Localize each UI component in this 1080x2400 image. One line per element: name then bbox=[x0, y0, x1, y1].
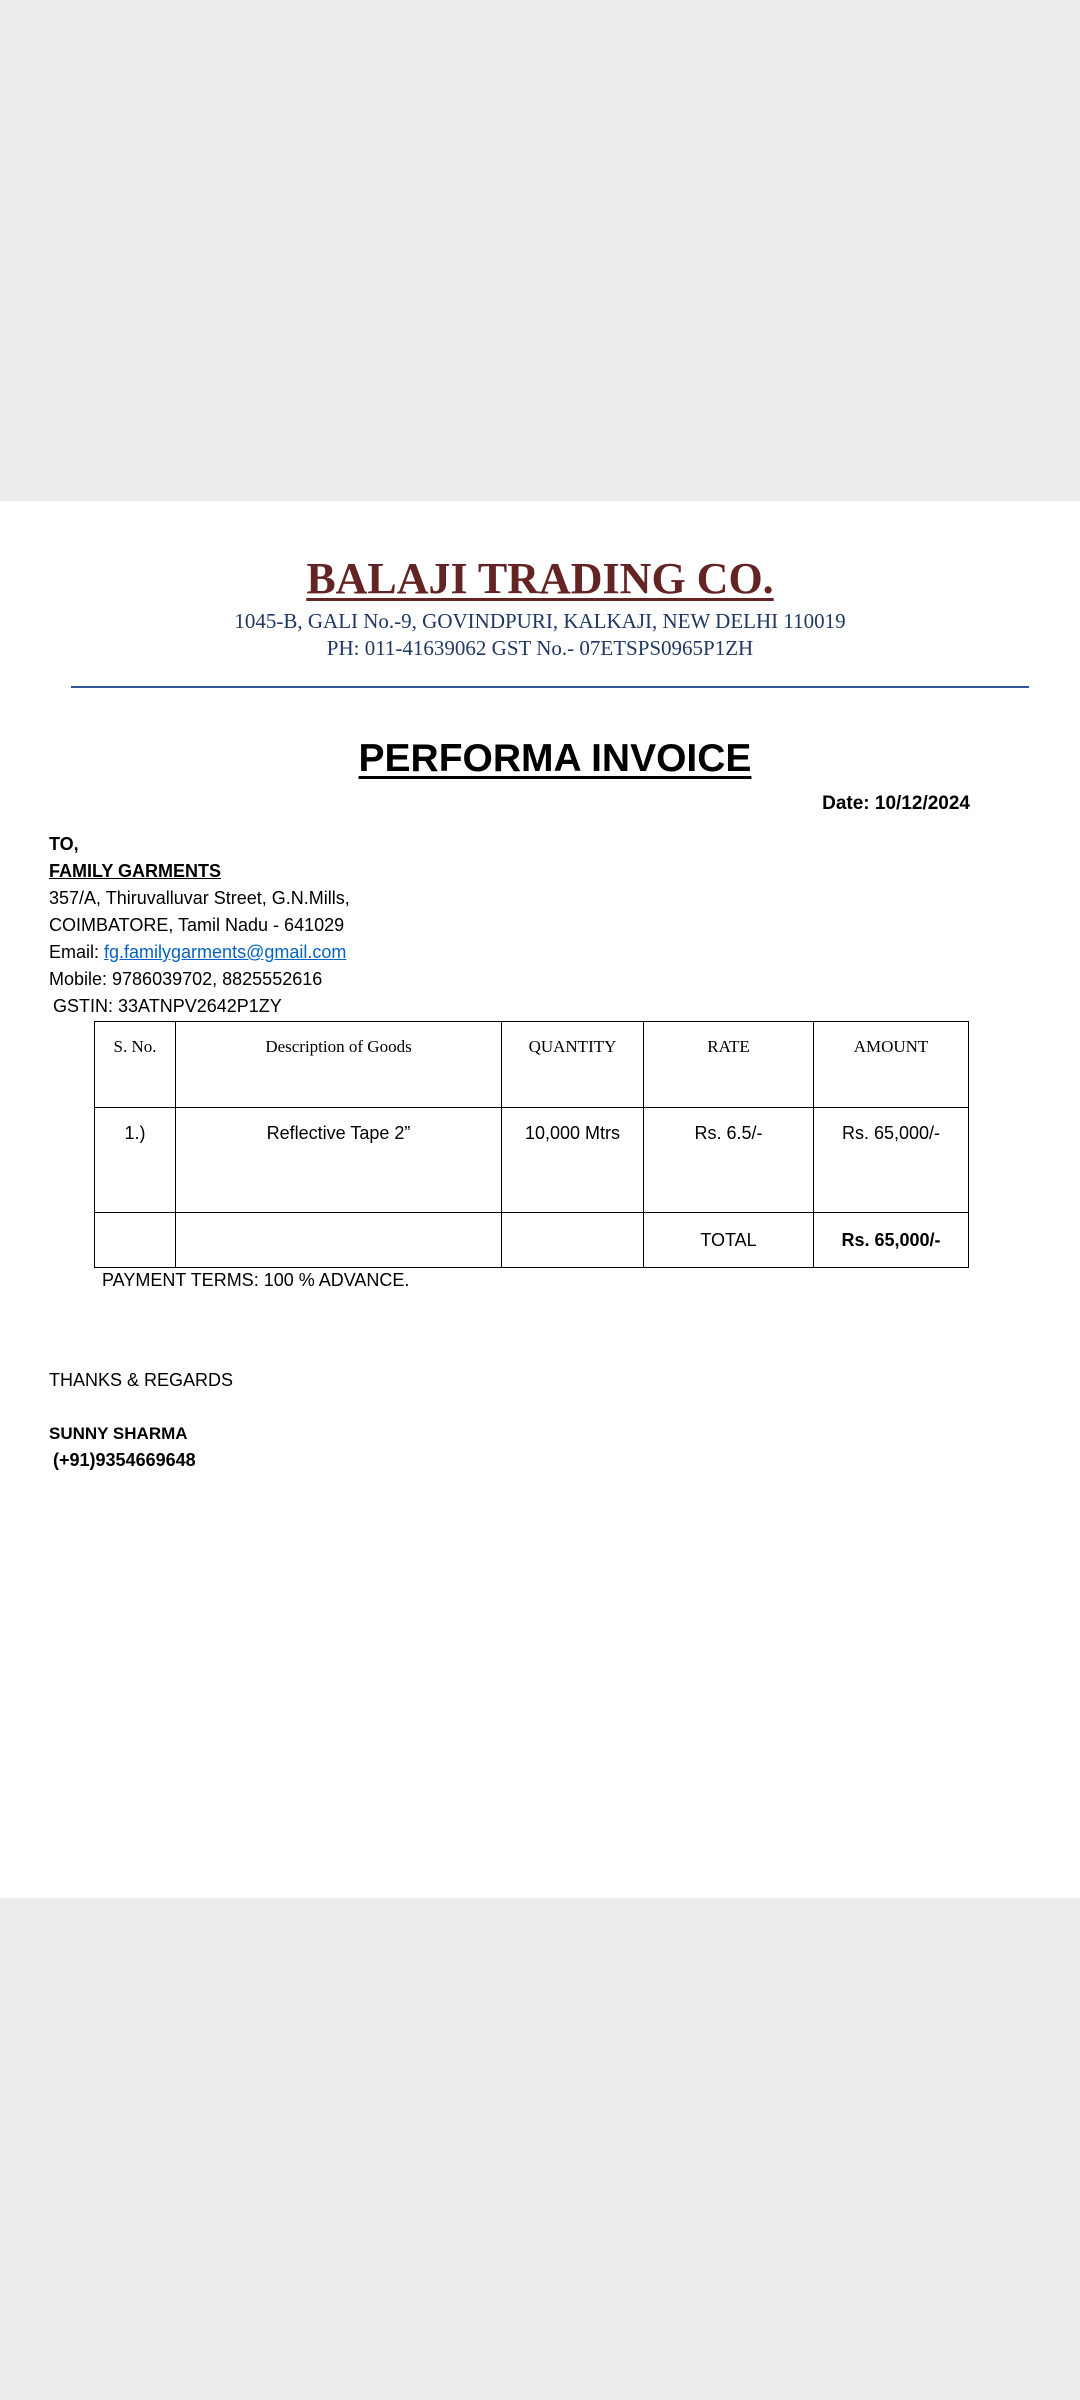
payment-terms: PAYMENT TERMS: 100 % ADVANCE. bbox=[102, 1270, 410, 1290]
goods-table bbox=[94, 1021, 969, 1268]
email-label: Email: bbox=[49, 942, 105, 962]
buyer-gstin: GSTIN: 33ATNPV2642P1ZY bbox=[53, 996, 282, 1016]
header-sno: S. No. bbox=[95, 1022, 176, 1108]
buyer-mobile: Mobile: 9786039702, 8825552616 bbox=[49, 969, 323, 989]
total-label: TOTAL bbox=[644, 1213, 814, 1268]
header-amount: AMOUNT bbox=[814, 1022, 969, 1108]
empty-cell bbox=[502, 1213, 644, 1268]
signatory-name: SUNNY SHARMA bbox=[49, 1424, 188, 1443]
to-label: TO, bbox=[49, 834, 79, 854]
signatory-phone: (+91)9354669648 bbox=[53, 1450, 196, 1470]
document-title: PERFORMA INVOICE bbox=[358, 737, 752, 780]
cell-sno: 1.) bbox=[95, 1108, 176, 1213]
table-header-row bbox=[95, 1022, 969, 1108]
email-link[interactable]: fg.familygarments@gmail.com bbox=[104, 942, 347, 962]
buyer-city: COIMBATORE, Tamil Nadu - 641029 bbox=[49, 915, 345, 935]
header-divider bbox=[71, 686, 1029, 688]
cell-quantity: 10,000 Mtrs bbox=[502, 1108, 644, 1213]
company-address: 1045-B, GALI No.-9, GOVINDPURI, KALKAJI, NEW DELHI 110019 bbox=[234, 609, 846, 633]
empty-cell bbox=[176, 1213, 502, 1268]
total-amount: Rs. 65,000/- bbox=[814, 1213, 969, 1268]
total-row bbox=[95, 1213, 969, 1268]
buyer-name: FAMILY GARMENTS bbox=[49, 861, 222, 881]
buyer-email-line bbox=[49, 939, 346, 966]
buyer-street: 357/A, Thiruvalluvar Street, G.N.Mills, bbox=[49, 888, 350, 908]
header-description: Description of Goods bbox=[176, 1022, 502, 1108]
company-phone-gst: PH: 011-41639062 GST No.- 07ETSPS0965P1ZH bbox=[326, 636, 754, 660]
cell-description: Reflective Tape 2” bbox=[176, 1108, 502, 1213]
header-rate: RATE bbox=[644, 1022, 814, 1108]
company-name: BALAJI TRADING CO. bbox=[306, 554, 774, 603]
header-quantity: QUANTITY bbox=[502, 1022, 644, 1108]
cell-amount: Rs. 65,000/- bbox=[814, 1108, 969, 1213]
invoice-page bbox=[0, 501, 1080, 1898]
closing-thanks: THANKS & REGARDS bbox=[49, 1370, 234, 1390]
invoice-date: Date: 10/12/2024 bbox=[822, 793, 970, 814]
cell-rate: Rs. 6.5/- bbox=[644, 1108, 814, 1213]
empty-cell bbox=[95, 1213, 176, 1268]
table-row bbox=[95, 1108, 969, 1213]
